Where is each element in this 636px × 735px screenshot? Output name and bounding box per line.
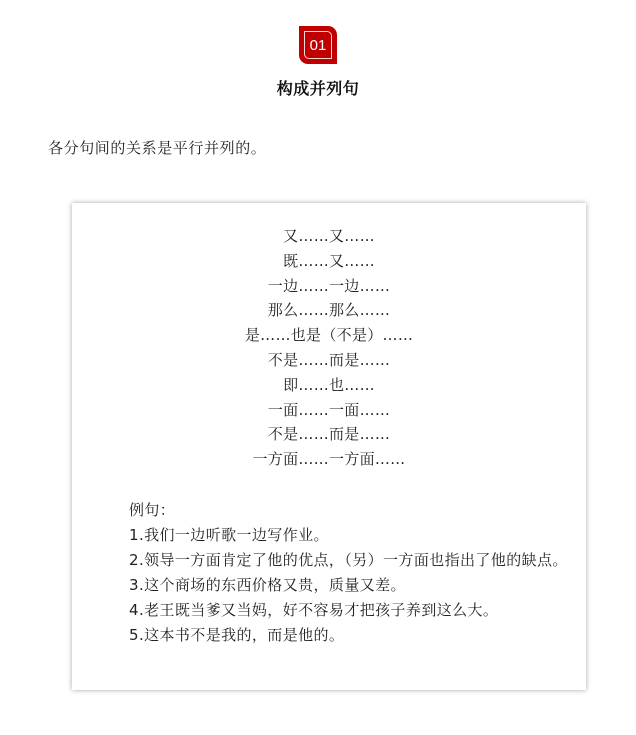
patterns-card bbox=[72, 203, 586, 690]
section-number-badge bbox=[299, 26, 337, 64]
pattern-item: 又……又…… bbox=[283, 227, 375, 245]
example-sentence: 4.老王既当爹又当妈，好不容易才把孩子养到这么大。 bbox=[129, 601, 499, 619]
pattern-item: 一边……一边…… bbox=[267, 276, 391, 295]
example-sentence: 3.这个商场的东西价格又贵，质量又差。 bbox=[129, 576, 406, 594]
example-sentence: 5.这本书不是我的，而是他的。 bbox=[129, 626, 345, 644]
example-sentence: 2.领导一方面肯定了他的优点，（另）一方面也指出了他的缺点。 bbox=[129, 551, 568, 569]
pattern-item: 那么……那么…… bbox=[267, 301, 391, 320]
example-sentences bbox=[129, 498, 569, 648]
section-title: 构成并列句 bbox=[276, 79, 360, 98]
pattern-item: 即……也…… bbox=[283, 375, 375, 394]
examples-label: 例句： bbox=[129, 501, 176, 519]
section-number: 01 bbox=[304, 31, 332, 59]
pattern-item: 一方面……一方面…… bbox=[252, 450, 406, 469]
pattern-item: 不是……而是…… bbox=[267, 350, 391, 369]
section-intro: 各分句间的关系是平行并列的。 bbox=[48, 139, 267, 157]
conjunction-pattern-list bbox=[72, 224, 586, 472]
pattern-item: 是……也是（不是）…… bbox=[244, 326, 414, 345]
example-sentence: 1.我们一边听歌一边写作业。 bbox=[129, 526, 329, 544]
pattern-item: 既……又…… bbox=[283, 251, 375, 270]
pattern-item: 一面……一面…… bbox=[267, 400, 391, 419]
pattern-item: 不是……而是…… bbox=[267, 425, 391, 444]
